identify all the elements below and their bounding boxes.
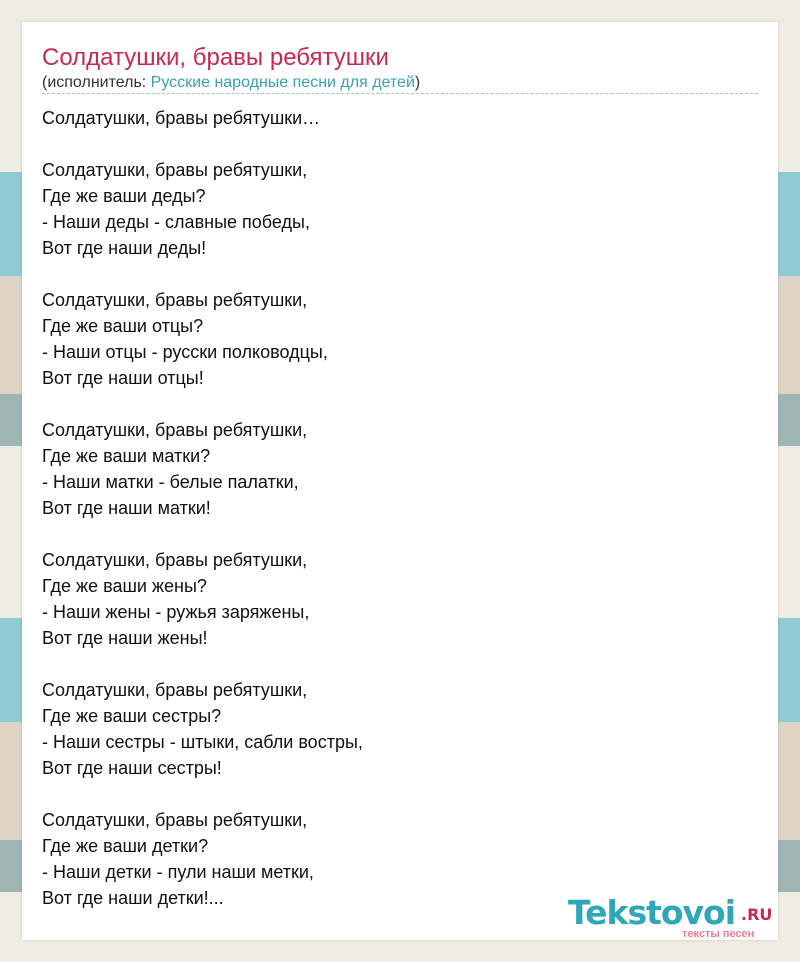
lyrics-line: - Наши сестры - штыки, сабли востры, — [42, 732, 363, 752]
lyrics-stanza — [42, 547, 742, 651]
lyrics-line: Солдатушки, бравы ребятушки, — [42, 160, 308, 180]
lyrics-stanza — [42, 157, 742, 261]
lyrics-line: Солдатушки, бравы ребятушки, — [42, 290, 308, 310]
lyrics-line: Где же ваши матки? — [42, 446, 211, 466]
lyrics-stanza — [42, 287, 742, 391]
stanza-gap — [42, 391, 742, 417]
lyrics-line: Где же ваши сестры? — [42, 706, 222, 726]
lyrics-line: Где же ваши детки? — [42, 836, 209, 856]
lyrics-line: Вот где наши сестры! — [42, 758, 222, 778]
lyrics-line: - Наши детки - пули наши метки, — [42, 862, 314, 882]
lyrics-card — [22, 22, 778, 940]
artist-link[interactable]: Русские народные песни для детей — [150, 74, 415, 91]
lyrics-line: - Наши жены - ружья заряжены, — [42, 602, 310, 622]
lyrics-line: Солдатушки, бравы ребятушки, — [42, 550, 308, 570]
lyrics-line: Где же ваши отцы? — [42, 316, 204, 336]
stanza-gap — [42, 521, 742, 547]
lyrics-line: - Наши матки - белые палатки, — [42, 472, 299, 492]
stanza-gap — [42, 651, 742, 677]
lyrics-line: Вот где наши деды! — [42, 238, 207, 258]
lyrics-line: Где же ваши жены? — [42, 576, 207, 596]
logo-tagline: тексты песен — [682, 928, 755, 940]
title-divider — [42, 93, 758, 94]
stanza-gap — [42, 131, 742, 157]
lyrics-line: Солдатушки, бравы ребятушки, — [42, 680, 308, 700]
lyrics-line: Солдатушки, бравы ребятушки… — [42, 108, 321, 128]
lyrics-stanza — [42, 105, 742, 131]
lyrics-line: - Наши деды - славные победы, — [42, 212, 310, 232]
artist-suffix: ) — [414, 74, 421, 91]
lyrics-line: - Наши отцы - русски полководцы, — [42, 342, 328, 362]
stanza-gap — [42, 261, 742, 287]
lyrics-line: Солдатушки, бравы ребятушки, — [42, 810, 308, 830]
lyrics-text — [42, 105, 742, 911]
song-title: Солдатушки, бравы ребятушки — [42, 44, 389, 71]
logo-name: Tekstovoi — [568, 893, 736, 932]
lyrics-stanza — [42, 677, 742, 781]
lyrics-stanza — [42, 417, 742, 521]
lyrics-line: Вот где наши матки! — [42, 498, 211, 518]
stanza-gap — [42, 781, 742, 807]
lyrics-line: Вот где наши жены! — [42, 628, 208, 648]
lyrics-line: Вот где наши детки!... — [42, 888, 224, 908]
site-logo[interactable] — [568, 894, 778, 940]
logo-tld: .RU — [741, 905, 773, 924]
lyrics-line: Вот где наши отцы! — [42, 368, 204, 388]
artist-prefix: (исполнитель: — [42, 74, 151, 91]
artist-line — [42, 73, 420, 93]
lyrics-line: Солдатушки, бравы ребятушки, — [42, 420, 308, 440]
lyrics-line: Где же ваши деды? — [42, 186, 206, 206]
